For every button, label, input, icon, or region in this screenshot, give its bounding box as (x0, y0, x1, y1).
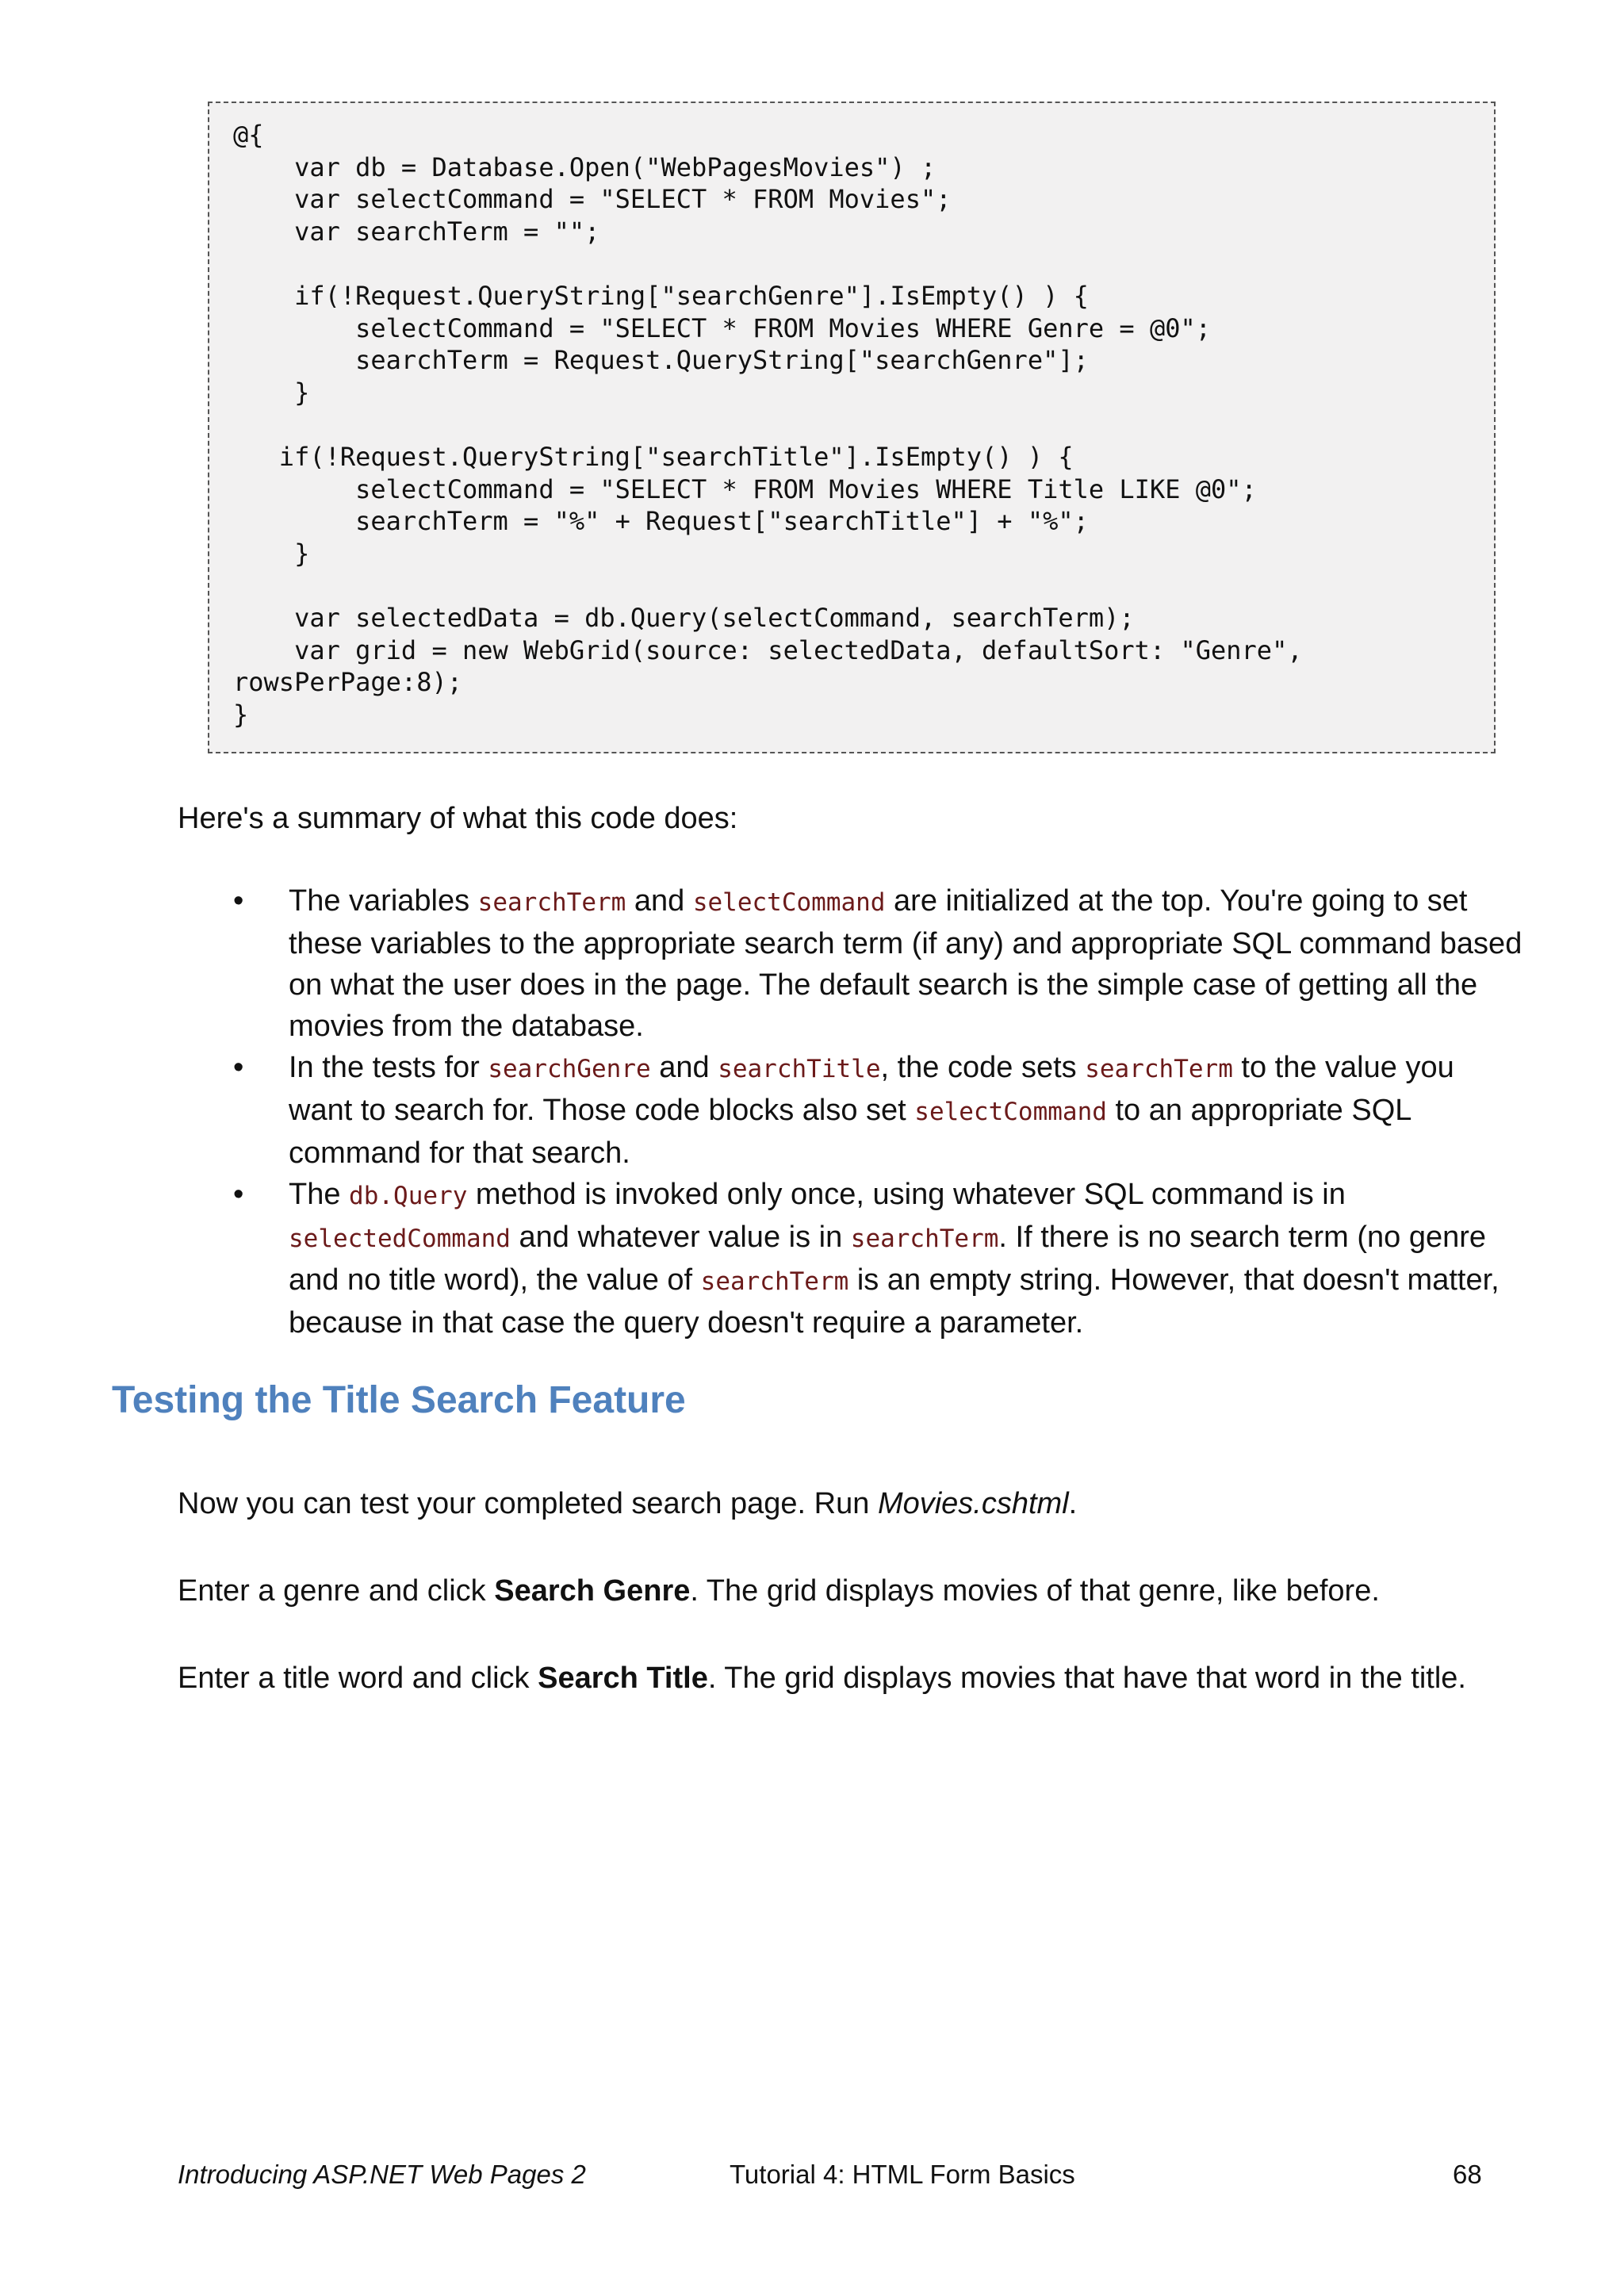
section-heading: Testing the Title Search Feature (112, 1379, 686, 1421)
list-item: • In the tests for searchGenre and searchTitle, the code sets searchTerm to the value you want to search for. Those code blocks also set selectCommand to an appropriate SQL command for that search. (178, 1047, 1526, 1174)
summary-list (178, 880, 1526, 1343)
footer-page-number: 68 (1453, 2160, 1482, 2189)
code-text: @{ var db = Database.Open("WebPagesMovies") ; var selectCommand = "SELECT * FROM Movies"; var searchTerm = ""; if(!Request.QueryString["searchGenre"].IsEmpty() ) { selectCommand = "SELECT * FROM Movies WHERE Genre = @0"; searchTerm = Request.QueryString["searchGenre"]; } if(!Request.QueryString["searchTitle"].IsEmpty() ) { selectCommand = "SELECT * FROM Movies WHERE Title LIKE @0"; searchTerm = "%" + Request["searchTitle"] + "%"; } var selectedData = db.Query(selectCommand, searchTerm); var grid = new WebGrid(source: selectedData, defaultSort: "Genre", rowsPerPage:8); } (233, 120, 1303, 730)
ui-label-search-genre: Search Genre (494, 1574, 691, 1608)
paragraph-run-movies: Now you can test your completed search page. Run Movies.cshtml. (178, 1487, 1078, 1520)
inline-code: selectedCommand (289, 1225, 511, 1253)
filename: Movies.cshtml (877, 1487, 1069, 1520)
ui-label-search-title: Search Title (538, 1662, 708, 1695)
inline-code: db.Query (349, 1182, 468, 1210)
inline-code: selectCommand (914, 1098, 1107, 1126)
list-item: • The db.Query method is invoked only once, using whatever SQL command is in selectedCommand and whatever value is in searchTerm. If there is no search term (no genre and no title word), the value of searchTerm is an empty string. However, that doesn't matter, because in that case the query doesn't require a parameter. (178, 1174, 1526, 1343)
paragraph-search-title: Enter a title word and click Search Title. The grid displays movies that have that word in the title. (178, 1662, 1466, 1695)
inline-code: selectCommand (692, 888, 886, 917)
inline-code: searchTerm (477, 888, 626, 917)
inline-code: searchTitle (718, 1055, 881, 1083)
footer-chapter: Tutorial 4: HTML Form Basics (730, 2160, 1075, 2189)
inline-code: searchGenre (488, 1055, 651, 1083)
inline-code: searchTerm (1085, 1055, 1233, 1083)
list-item: • The variables searchTerm and selectCommand are initialized at the top. You're going to set these variables to the appropriate search term (if any) and appropriate SQL command based on what the user does in the page. The default search is the simple case of getting all the movies from the database. (178, 880, 1526, 1047)
inline-code: searchTerm (850, 1225, 999, 1253)
summary-intro: Here's a summary of what this code does: (178, 802, 738, 835)
inline-code: searchTerm (700, 1267, 849, 1296)
code-block (208, 102, 1496, 753)
paragraph-search-genre: Enter a genre and click Search Genre. The grid displays movies of that genre, like before. (178, 1574, 1380, 1608)
footer-book-title: Introducing ASP.NET Web Pages 2 (178, 2160, 586, 2189)
